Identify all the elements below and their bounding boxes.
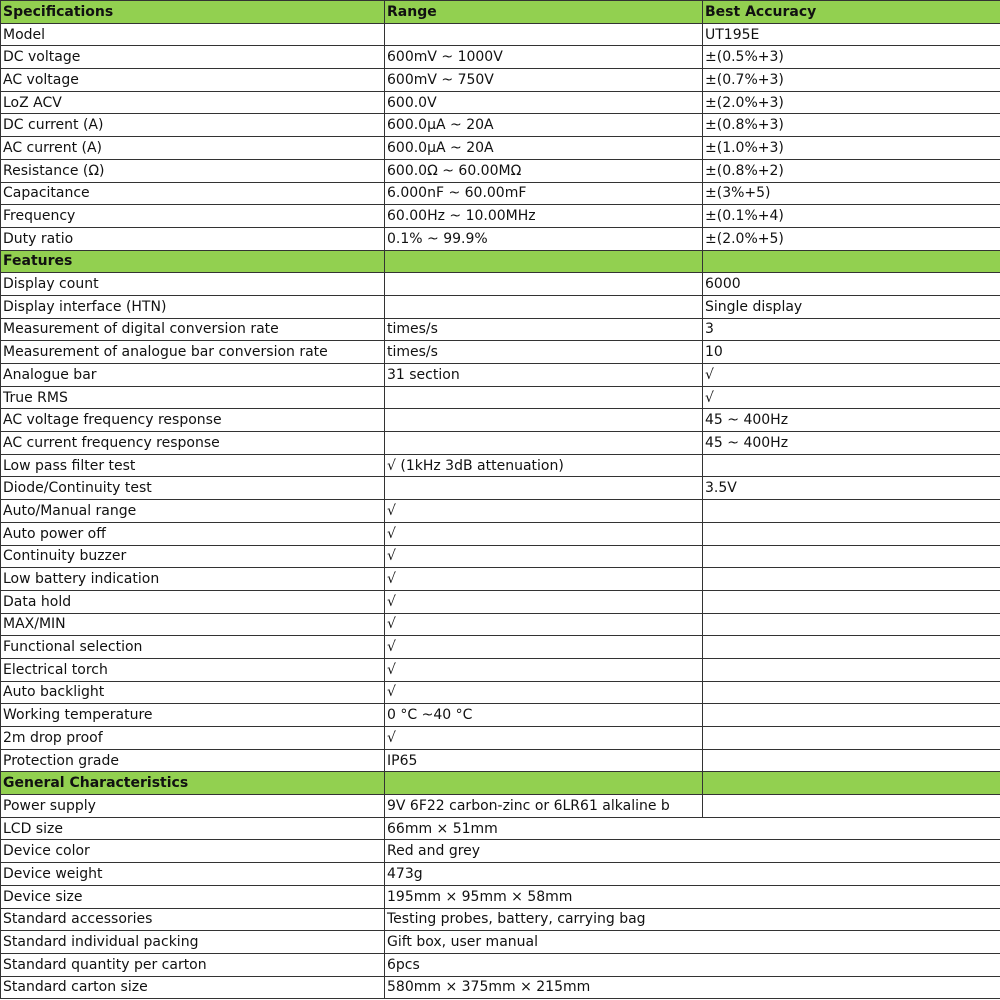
row-label-cell: LoZ ACV — [1, 91, 385, 114]
row-value-cell: 3.5V — [703, 477, 1000, 500]
row-value-cell: √ — [385, 500, 703, 523]
table-row — [1, 704, 1000, 727]
row-value-cell: 473g — [385, 863, 1000, 886]
row-label-cell: MAX/MIN — [1, 613, 385, 636]
section-header-cell: General Characteristics — [1, 772, 385, 795]
row-value-cell: ±(0.7%+3) — [703, 69, 1000, 92]
row-label-cell: Duty ratio — [1, 227, 385, 250]
table-row — [1, 840, 1000, 863]
section-header-row — [1, 250, 1000, 273]
table-row — [1, 159, 1000, 182]
row-label-cell: Device size — [1, 885, 385, 908]
table-row — [1, 658, 1000, 681]
row-value-cell: 9V 6F22 carbon-zinc or 6LR61 alkaline b — [385, 795, 703, 818]
table-row — [1, 817, 1000, 840]
row-label-cell: Standard quantity per carton — [1, 953, 385, 976]
row-value-cell — [385, 432, 703, 455]
row-label-cell: AC current frequency response — [1, 432, 385, 455]
row-label-cell: Standard carton size — [1, 976, 385, 999]
spec-table-body — [1, 1, 1000, 999]
table-row — [1, 681, 1000, 704]
row-label-cell: DC voltage — [1, 46, 385, 69]
row-label-cell: AC current (A) — [1, 137, 385, 160]
row-value-cell — [703, 681, 1000, 704]
table-row — [1, 273, 1000, 296]
row-value-cell: 580mm × 375mm × 215mm — [385, 976, 1000, 999]
row-label-cell: AC voltage — [1, 69, 385, 92]
row-value-cell: 31 section — [385, 364, 703, 387]
row-value-cell: 600.0Ω ~ 60.00MΩ — [385, 159, 703, 182]
table-row — [1, 908, 1000, 931]
table-row — [1, 636, 1000, 659]
table-row — [1, 613, 1000, 636]
row-value-cell: Gift box, user manual — [385, 931, 1000, 954]
row-value-cell: 600.0μA ~ 20A — [385, 137, 703, 160]
row-label-cell: Device weight — [1, 863, 385, 886]
row-label-cell: Display interface (HTN) — [1, 295, 385, 318]
row-label-cell: Standard individual packing — [1, 931, 385, 954]
row-value-cell: √ — [385, 522, 703, 545]
row-label-cell: Measurement of analogue bar conversion rate — [1, 341, 385, 364]
row-value-cell — [385, 477, 703, 500]
row-value-cell: √ — [385, 681, 703, 704]
row-label-cell: AC voltage frequency response — [1, 409, 385, 432]
row-label-cell: Low pass filter test — [1, 454, 385, 477]
row-value-cell — [703, 727, 1000, 750]
row-value-cell: 600mV ~ 1000V — [385, 46, 703, 69]
row-label-cell: Capacitance — [1, 182, 385, 205]
row-value-cell: 10 — [703, 341, 1000, 364]
row-value-cell: ±(0.5%+3) — [703, 46, 1000, 69]
row-label-cell: Device color — [1, 840, 385, 863]
row-value-cell — [385, 295, 703, 318]
table-row — [1, 795, 1000, 818]
row-value-cell: √ — [385, 613, 703, 636]
section-header-cell: Range — [385, 1, 703, 24]
row-value-cell — [703, 500, 1000, 523]
row-value-cell: √ — [385, 568, 703, 591]
table-row — [1, 46, 1000, 69]
row-value-cell: 600mV ~ 750V — [385, 69, 703, 92]
row-value-cell: √ — [385, 727, 703, 750]
row-value-cell — [703, 658, 1000, 681]
table-row — [1, 863, 1000, 886]
row-value-cell: ±(1.0%+3) — [703, 137, 1000, 160]
table-row — [1, 23, 1000, 46]
row-value-cell: √ — [385, 590, 703, 613]
row-value-cell — [385, 386, 703, 409]
table-row — [1, 364, 1000, 387]
row-label-cell: LCD size — [1, 817, 385, 840]
row-value-cell — [385, 23, 703, 46]
row-value-cell: Single display — [703, 295, 1000, 318]
row-value-cell — [385, 273, 703, 296]
row-value-cell: 195mm × 95mm × 58mm — [385, 885, 1000, 908]
row-value-cell — [703, 522, 1000, 545]
row-value-cell: 0 °C ~40 °C — [385, 704, 703, 727]
table-row — [1, 295, 1000, 318]
row-label-cell: Display count — [1, 273, 385, 296]
table-row — [1, 227, 1000, 250]
table-row — [1, 409, 1000, 432]
row-value-cell: IP65 — [385, 749, 703, 772]
table-row — [1, 477, 1000, 500]
row-value-cell — [703, 545, 1000, 568]
section-header-cell: Specifications — [1, 1, 385, 24]
row-value-cell: √ — [385, 658, 703, 681]
row-label-cell: Electrical torch — [1, 658, 385, 681]
row-value-cell: times/s — [385, 341, 703, 364]
row-value-cell: 6pcs — [385, 953, 1000, 976]
row-value-cell: √ — [385, 636, 703, 659]
row-value-cell: ±(0.8%+3) — [703, 114, 1000, 137]
row-label-cell: Diode/Continuity test — [1, 477, 385, 500]
row-value-cell: √ — [385, 545, 703, 568]
table-row — [1, 386, 1000, 409]
table-row — [1, 205, 1000, 228]
table-row — [1, 137, 1000, 160]
row-label-cell: Low battery indication — [1, 568, 385, 591]
table-row — [1, 590, 1000, 613]
row-value-cell: 6.000nF ~ 60.00mF — [385, 182, 703, 205]
row-value-cell: 600.0V — [385, 91, 703, 114]
row-value-cell: UT195E — [703, 23, 1000, 46]
row-value-cell — [703, 795, 1000, 818]
row-label-cell: Continuity buzzer — [1, 545, 385, 568]
row-value-cell: 66mm × 51mm — [385, 817, 1000, 840]
table-row — [1, 976, 1000, 999]
row-value-cell: ±(3%+5) — [703, 182, 1000, 205]
row-value-cell: √ — [703, 364, 1000, 387]
table-row — [1, 91, 1000, 114]
section-header-cell — [703, 772, 1000, 795]
row-value-cell: 600.0μA ~ 20A — [385, 114, 703, 137]
row-label-cell: DC current (A) — [1, 114, 385, 137]
row-label-cell: Functional selection — [1, 636, 385, 659]
section-header-row — [1, 1, 1000, 24]
row-value-cell: √ — [703, 386, 1000, 409]
row-label-cell: Auto backlight — [1, 681, 385, 704]
table-row — [1, 885, 1000, 908]
row-label-cell: Model — [1, 23, 385, 46]
table-row — [1, 545, 1000, 568]
row-label-cell: Standard accessories — [1, 908, 385, 931]
table-row — [1, 69, 1000, 92]
table-row — [1, 318, 1000, 341]
row-value-cell — [703, 454, 1000, 477]
row-value-cell: ±(0.8%+2) — [703, 159, 1000, 182]
table-row — [1, 454, 1000, 477]
row-value-cell — [703, 590, 1000, 613]
row-value-cell: ±(2.0%+5) — [703, 227, 1000, 250]
row-label-cell: Resistance (Ω) — [1, 159, 385, 182]
section-header-cell: Features — [1, 250, 385, 273]
row-value-cell: ±(2.0%+3) — [703, 91, 1000, 114]
row-label-cell: Data hold — [1, 590, 385, 613]
row-value-cell: ±(0.1%+4) — [703, 205, 1000, 228]
table-row — [1, 182, 1000, 205]
row-value-cell: Red and grey — [385, 840, 1000, 863]
section-header-cell — [385, 772, 703, 795]
row-value-cell: Testing probes, battery, carrying bag — [385, 908, 1000, 931]
table-row — [1, 568, 1000, 591]
row-value-cell — [385, 409, 703, 432]
row-value-cell — [703, 636, 1000, 659]
table-row — [1, 432, 1000, 455]
row-value-cell: 6000 — [703, 273, 1000, 296]
row-label-cell: Auto power off — [1, 522, 385, 545]
row-value-cell: 45 ~ 400Hz — [703, 432, 1000, 455]
row-value-cell — [703, 568, 1000, 591]
row-label-cell: Protection grade — [1, 749, 385, 772]
row-value-cell — [703, 749, 1000, 772]
row-label-cell: Working temperature — [1, 704, 385, 727]
row-value-cell — [703, 613, 1000, 636]
row-label-cell: 2m drop proof — [1, 727, 385, 750]
table-row — [1, 749, 1000, 772]
row-label-cell: Auto/Manual range — [1, 500, 385, 523]
row-value-cell: √ (1kHz 3dB attenuation) — [385, 454, 703, 477]
table-row — [1, 953, 1000, 976]
row-label-cell: Frequency — [1, 205, 385, 228]
table-row — [1, 341, 1000, 364]
section-header-cell — [703, 250, 1000, 273]
row-label-cell: Analogue bar — [1, 364, 385, 387]
row-label-cell: Measurement of digital conversion rate — [1, 318, 385, 341]
row-value-cell: 45 ~ 400Hz — [703, 409, 1000, 432]
row-label-cell: True RMS — [1, 386, 385, 409]
section-header-row — [1, 772, 1000, 795]
row-value-cell: 3 — [703, 318, 1000, 341]
table-row — [1, 114, 1000, 137]
table-row — [1, 931, 1000, 954]
row-value-cell: times/s — [385, 318, 703, 341]
table-row — [1, 500, 1000, 523]
row-label-cell: Power supply — [1, 795, 385, 818]
row-value-cell: 0.1% ~ 99.9% — [385, 227, 703, 250]
section-header-cell: Best Accuracy — [703, 1, 1000, 24]
row-value-cell: 60.00Hz ~ 10.00MHz — [385, 205, 703, 228]
table-row — [1, 522, 1000, 545]
table-row — [1, 727, 1000, 750]
section-header-cell — [385, 250, 703, 273]
row-value-cell — [703, 704, 1000, 727]
